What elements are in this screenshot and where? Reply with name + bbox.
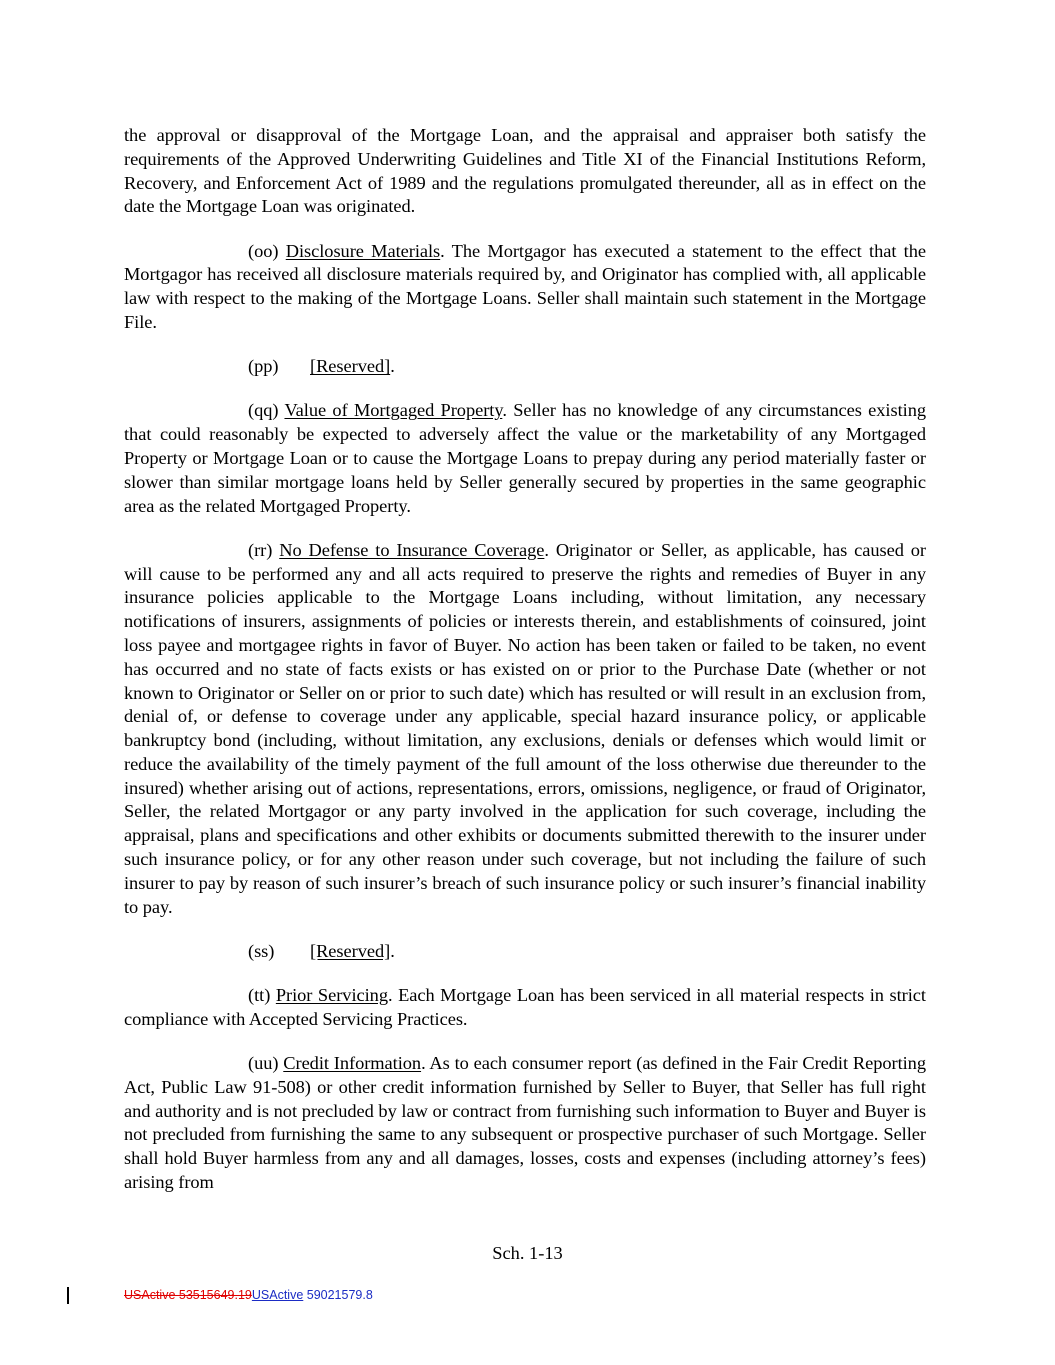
section-text-oo: . The Mortgagor has executed a statement to the effect that the Mortgagor has received all disclosure materials required by, and Originator has complied with, all applicable law with respect to the making of the Mortgage Loans. Seller shall maintain such statement in the Mortgage File. [124,240,926,332]
section-heading-reserved-pp: [Reserved] [310,356,391,377]
section-heading-reserved-ss: [Reserved] [310,940,391,961]
section-label-tt: (tt) [248,985,271,1006]
section-text-pp: . [390,356,395,377]
paragraph-rr [124,539,926,920]
document-body [124,124,926,1195]
section-label-qq: (qq) [248,400,279,421]
section-text-uu: . As to each consumer report (as defined in the Fair Credit Reporting Act, Public Law 91-508) or other credit information furnished by Seller to Buyer, that Seller has full right and authority and is not precluded by law or contract from furnishing such information to Buyer and Buyer is not precluded from furnishing the same to any subsequent or prospective purchaser of such Mortgage. Seller shall hold Buyer harmless from any and all damages, losses, costs and expenses (including attorney’s fees) arising from [124,1053,926,1193]
paragraph-intro: the approval or disapproval of the Mortgage Loan, and the appraisal and appraiser both satisfy the requirements of the Approved Underwriting Guidelines and Title XI of the Financial Institutions Reform, Recovery, and Enforcement Act of 1989 and the regulations promulgated thereunder, all as in effect on the date the Mortgage Loan was originated. [124,125,926,217]
section-label-uu: (uu) [248,1053,279,1074]
section-heading-value-of-mortgaged-property: Value of Mortgaged Property [284,400,503,421]
section-heading-prior-servicing: Prior Servicing [275,985,388,1006]
inserted-document-id: 59021579.8 [303,1288,373,1302]
section-text-ss: . [390,940,395,961]
paragraph-qq [124,399,926,518]
paragraph-oo [124,240,926,335]
section-heading-credit-information: Credit Information [283,1053,422,1074]
inserted-document-prefix: USActive [251,1288,304,1302]
deleted-document-id: USActive 53515649.19 [124,1288,252,1302]
section-label-pp: (pp) [248,356,279,377]
section-label-ss: (ss) [248,940,275,961]
section-text-qq: . Seller has no knowledge of any circumstances existing that could reasonably be expected to adversely affect the value or the marketability of any Mortgaged Property or Mortgage Loan or to cause the Mortgage Loans to prepay during any period materially faster or slower than similar mortgage loans held by Seller generally secured by properties in the same geographic area as the related Mortgaged Property. [124,400,927,516]
paragraph-uu [124,1052,926,1195]
section-heading-no-defense-to-insurance-coverage: No Defense to Insurance Coverage [279,539,545,560]
paragraph-ss [124,940,926,964]
section-text-rr: . Originator or Seller, as applicable, has caused or will cause to be performed any and all acts required to preserve the rights and remedies of Buyer in any insurance policies applicable to the Mortgage Loans including, without limitation, any necessary notifications of insurers, assignments of policies or interests therein, and establishments of coinsured, joint loss payee and mortgagee rights in favor of Buyer. No action has been taken or failed to be taken, no event has occurred and no state of facts exists or has existed on or prior to the Purchase Date (whether or not known to Originator or Seller on or prior to such date) which has resulted or will result in an exclusion from, denial of, or defense to coverage under any applicable, special hazard insurance policy, or applicable bankruptcy bond (including, without limitation, any exclusions, denials or defenses which would limit or reduce the availability of the timely payment of the full amount of the loss otherwise due thereunder to the insured) whether arising out of actions, representations, errors, omissions, negligence, or fraud of Originator, Seller, the related Mortgagor or any party involved in the application for such coverage, including the appraisal, plans and specifications and other exhibits or documents submitted therewith to the insurer under such insurance policy, or for any other reason under such coverage, but not including the failure of such insurer to pay by reason of such insurer’s breach of such insurance policy or such insurer’s financial inability to pay. [124,539,926,917]
paragraph-pp [124,355,926,379]
page-number: Sch. 1-13 [492,1243,563,1263]
section-label-oo: (oo) [248,240,279,261]
document-id-footer [124,1288,373,1302]
section-heading-disclosure-materials: Disclosure Materials [285,240,441,261]
paragraph-tt [124,984,926,1032]
revision-change-bar [67,1287,69,1304]
section-text-tt: . Each Mortgage Loan has been serviced in all material respects in strict compliance with Accepted Servicing Practices. [124,985,926,1029]
section-label-rr: (rr) [248,539,273,560]
